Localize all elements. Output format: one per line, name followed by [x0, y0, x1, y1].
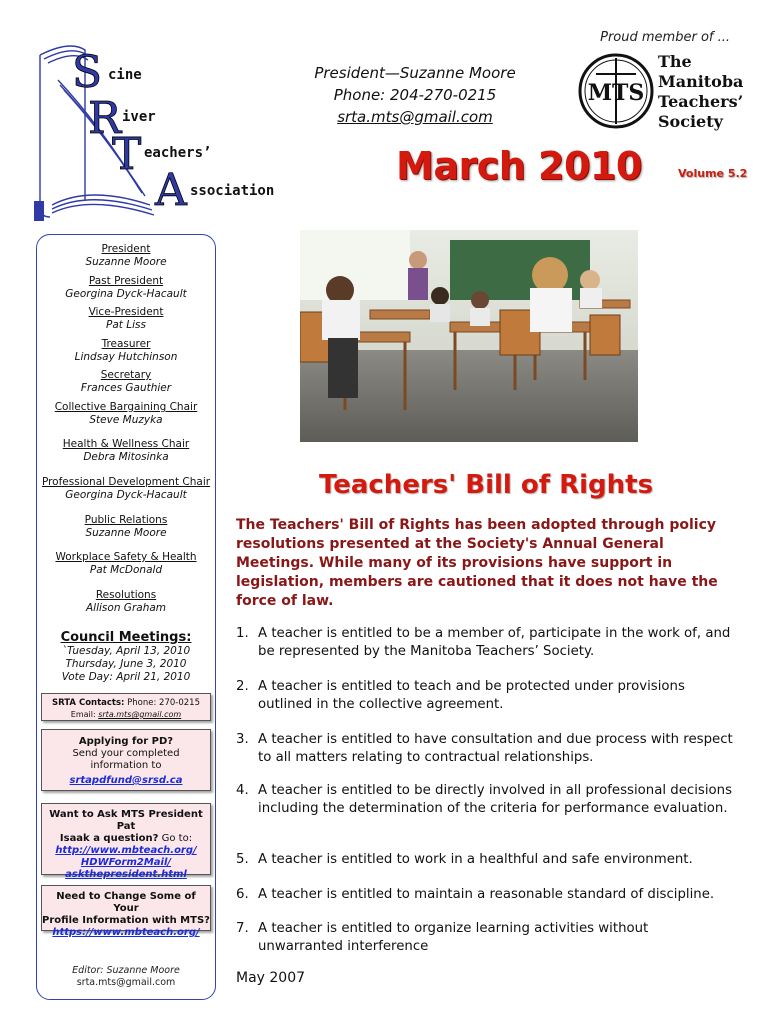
ask-goto: Go to:	[161, 833, 193, 844]
ask-title-2: Isaak a question?	[59, 833, 159, 844]
officer-name: Suzanne Moore	[85, 527, 167, 539]
officer-vice-president	[37, 306, 215, 332]
volume-label: Volume 5.2	[678, 167, 748, 180]
officer-health-wellness	[37, 438, 215, 464]
logo-letter-a: A	[155, 165, 187, 216]
logo-letter-s: S	[72, 47, 103, 98]
officer-name: Allison Graham	[85, 602, 167, 614]
profile-box	[41, 885, 211, 938]
officer-name: Debra Mitosinka	[83, 451, 169, 463]
list-item-text: A teacher is entitled to teach and be protected under provisions outlined in the collective agreement.	[258, 679, 685, 712]
editor-email: srta.mts@gmail.com	[76, 977, 176, 988]
logo-word-river: iver	[122, 109, 156, 125]
pd-email-link[interactable]: srtapdfund@srsd.ca	[69, 775, 183, 786]
officer-role: Vice-President	[88, 306, 164, 318]
logo-word-association: ssociation	[190, 183, 275, 199]
officer-treasurer	[37, 338, 215, 364]
list-item-number: 3.	[236, 732, 249, 747]
list-item	[236, 625, 736, 661]
council-date: `Tuesday, April 13, 2010	[61, 645, 191, 657]
list-item	[236, 886, 736, 904]
logo-letter-r: R	[88, 93, 122, 144]
list-item-text: A teacher is entitled to maintain a reasonable standard of discipline.	[258, 887, 715, 902]
article-title: Teachers' Bill of Rights	[318, 470, 654, 500]
officer-name: Lindsay Hutchinson	[74, 351, 178, 363]
officer-past-president	[37, 275, 215, 301]
srta-contacts-box	[41, 693, 211, 721]
contacts-email-label: Email:	[70, 710, 96, 719]
officer-name: Suzanne Moore	[85, 256, 167, 268]
mts-logo-letters: MTS	[587, 80, 645, 106]
officer-president	[37, 243, 215, 269]
president-name: President—Suzanne Moore	[314, 64, 516, 82]
officer-name: Frances Gauthier	[80, 382, 172, 394]
list-item-text: A teacher is entitled to have consultation and due process with respect to all matters relating to contractual relationships.	[258, 732, 733, 765]
mts-line-2: Manitoba	[658, 72, 744, 91]
officer-role: Collective Bargaining Chair	[54, 401, 198, 413]
logo-word-teachers: eachers’	[144, 145, 212, 161]
officer-collective-bargaining	[37, 401, 215, 427]
president-contact	[300, 62, 530, 128]
profile-link[interactable]: https://www.mbteach.org/	[52, 927, 200, 938]
list-item-text: A teacher is entitled to organize learning activities without unwarranted interference	[258, 921, 649, 954]
officer-role: Treasurer	[101, 338, 151, 350]
adoption-date: May 2007	[236, 970, 306, 986]
officer-name: Georgina Dyck-Hacault	[65, 489, 187, 501]
officer-professional-development	[37, 476, 215, 502]
officer-role: Secretary	[100, 369, 152, 381]
contacts-line	[42, 697, 210, 709]
pd-box	[41, 729, 211, 791]
contacts-phone: Phone: 270-0215	[127, 698, 200, 708]
officer-role: Workplace Safety & Health	[55, 551, 197, 563]
profile-line-2: Profile Information with MTS?	[42, 915, 210, 926]
ask-president-box	[41, 803, 211, 880]
officer-name: Georgina Dyck-Hacault	[65, 288, 187, 300]
officer-role: Resolutions	[95, 589, 157, 601]
mts-line-3: Teachers’	[658, 92, 744, 111]
officer-role: Past President	[88, 275, 164, 287]
officer-workplace-safety	[37, 551, 215, 577]
list-item-number: 6.	[236, 887, 249, 902]
list-item	[236, 678, 736, 714]
list-item-text: A teacher is entitled to be directly involved in all professional decisions including the determination of the criteria for performance evaluation.	[258, 783, 733, 816]
officer-name: Steve Muzyka	[89, 414, 163, 426]
president-phone: Phone: 204-270-0215	[333, 86, 497, 104]
list-item	[236, 920, 736, 956]
list-item	[236, 782, 736, 818]
council-date: Thursday, June 3, 2010	[65, 658, 187, 670]
officer-resolutions	[37, 589, 215, 615]
logo-word-scine: cine	[108, 67, 142, 83]
list-item-text: A teacher is entitled to work in a healthful and safe environment.	[258, 852, 693, 867]
editor-name: Editor: Suzanne Moore	[72, 965, 180, 976]
mts-logo-text	[658, 52, 743, 132]
contacts-email-line	[42, 709, 210, 721]
list-item	[236, 851, 736, 869]
profile-line-1: Need to Change Some of Your	[56, 891, 196, 914]
list-item-number: 5.	[236, 852, 249, 867]
officer-role: Health & Wellness Chair	[62, 438, 190, 450]
pd-text-1: Send your completed	[72, 748, 180, 759]
list-item-text: A teacher is entitled to be a member of, participate in the work of, and be represented by the Manitoba Teachers’ Society.	[258, 626, 731, 659]
sidebar	[36, 234, 216, 1000]
president-email-link[interactable]: srta.mts@gmail.com	[337, 108, 493, 126]
officer-role: Public Relations	[84, 514, 168, 526]
council-date: Vote Day: April 21, 2010	[61, 671, 191, 683]
contacts-label: SRTA Contacts:	[52, 698, 125, 708]
list-item-number: 1.	[236, 626, 249, 641]
list-item-number: 7.	[236, 921, 249, 936]
ask-link-3[interactable]: askthepresident.html	[65, 869, 187, 880]
mts-line-1: The	[658, 52, 692, 71]
officer-role: Professional Development Chair	[41, 476, 211, 488]
logo-letter-t: T	[112, 129, 142, 180]
list-item-number: 2.	[236, 679, 249, 694]
issue-date: March 2010	[396, 144, 642, 188]
ask-link-1[interactable]: http://www.mbteach.org/	[55, 845, 197, 856]
ask-link-2[interactable]: HDWForm2Mail/	[80, 857, 172, 868]
list-item-number: 4.	[236, 783, 249, 798]
council-meetings-heading: Council Meetings:	[60, 630, 192, 645]
article-intro: The Teachers' Bill of Rights has been adopted through policy resolutions presented at the Society's Annual General Meetings. While many of its provisions have support in legislation, members are cautioned that it does not have the force of law.	[236, 517, 718, 609]
officer-name: Pat McDonald	[89, 564, 163, 576]
officer-public-relations	[37, 514, 215, 540]
ask-title-line-2	[42, 833, 210, 845]
proud-member-text: Proud member of ...	[600, 30, 730, 45]
council-meeting-dates	[37, 645, 215, 684]
officer-role: President	[101, 243, 151, 255]
mts-line-4: Society	[658, 112, 723, 131]
ask-title-1: Want to Ask MTS President Pat	[49, 809, 203, 832]
officer-secretary	[37, 369, 215, 395]
list-item	[236, 731, 736, 767]
classroom-photo	[300, 230, 638, 442]
officer-name: Pat Liss	[106, 319, 146, 331]
pd-title: Applying for PD?	[78, 736, 174, 747]
contacts-email-link[interactable]: srta.mts@gmail.com	[98, 710, 182, 719]
srta-logo	[30, 35, 282, 223]
editor-credit	[37, 965, 215, 989]
pd-text-2: information to	[90, 760, 162, 771]
